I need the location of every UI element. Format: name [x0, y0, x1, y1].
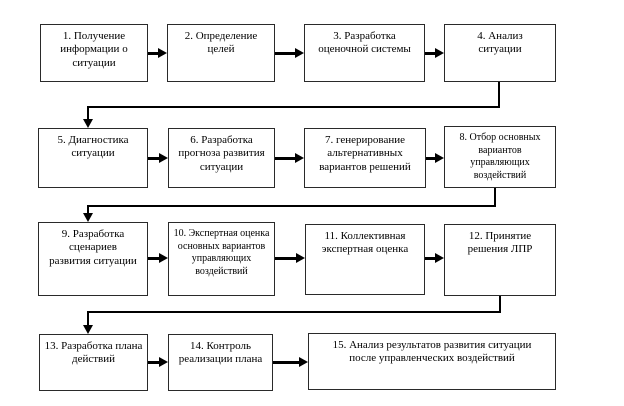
flow-step-2: 2. Определение целей: [167, 24, 275, 82]
arrow-down-icon: [83, 213, 93, 222]
flow-step-13: 13. Разработка плана действий: [39, 334, 148, 391]
flow-step-10: 10. Экспертная оценка основных вариантов управляющих воздействий: [168, 222, 275, 296]
arrow-right-icon: [159, 253, 168, 263]
flow-step-7: 7. генерирование альтернативных вариантов решений: [304, 128, 426, 188]
arrow-down-icon: [83, 325, 93, 334]
arrow-right-icon: [159, 357, 168, 367]
flow-step-11: 11. Коллективная экспертная оценка: [305, 224, 425, 295]
flow-step-15: 15. Анализ результатов развития ситуации после управленческих воздействий: [308, 333, 556, 390]
arrow-right-icon: [295, 48, 304, 58]
flow-step-5: 5. Диагностика ситуации: [38, 128, 148, 188]
connector-vertical-line: [87, 311, 89, 326]
flow-step-4: 4. Анализ ситуации: [444, 24, 556, 82]
arrow-shaft: [273, 361, 300, 364]
arrow-shaft: [275, 257, 297, 260]
connector-horizontal-line: [88, 106, 500, 108]
flow-step-6: 6. Разработка прогноза развития ситуации: [168, 128, 275, 188]
flow-step-14: 14. Контроль реализации плана: [168, 334, 273, 391]
flow-step-1: 1. Получение информации о ситуации: [40, 24, 148, 82]
connector-vertical-line: [498, 82, 500, 108]
arrow-down-icon: [83, 119, 93, 128]
flow-step-12: 12. Принятие решения ЛПР: [444, 224, 556, 296]
connector-horizontal-line: [88, 311, 501, 313]
flow-step-8: 8. Отбор основных вариантов управляющих воздействий: [444, 126, 556, 188]
flow-step-3: 3. Разработка оценочной системы: [304, 24, 425, 82]
arrow-shaft: [275, 52, 296, 55]
connector-vertical-line: [87, 106, 89, 119]
arrow-right-icon: [295, 153, 304, 163]
arrow-right-icon: [296, 253, 305, 263]
arrow-right-icon: [299, 357, 308, 367]
arrow-right-icon: [158, 48, 167, 58]
connector-horizontal-line: [88, 205, 496, 207]
arrow-right-icon: [435, 153, 444, 163]
arrow-shaft: [275, 157, 296, 160]
arrow-right-icon: [159, 153, 168, 163]
flow-step-9: 9. Разработка сценариев развития ситуации: [38, 222, 148, 296]
arrow-right-icon: [435, 253, 444, 263]
arrow-right-icon: [435, 48, 444, 58]
